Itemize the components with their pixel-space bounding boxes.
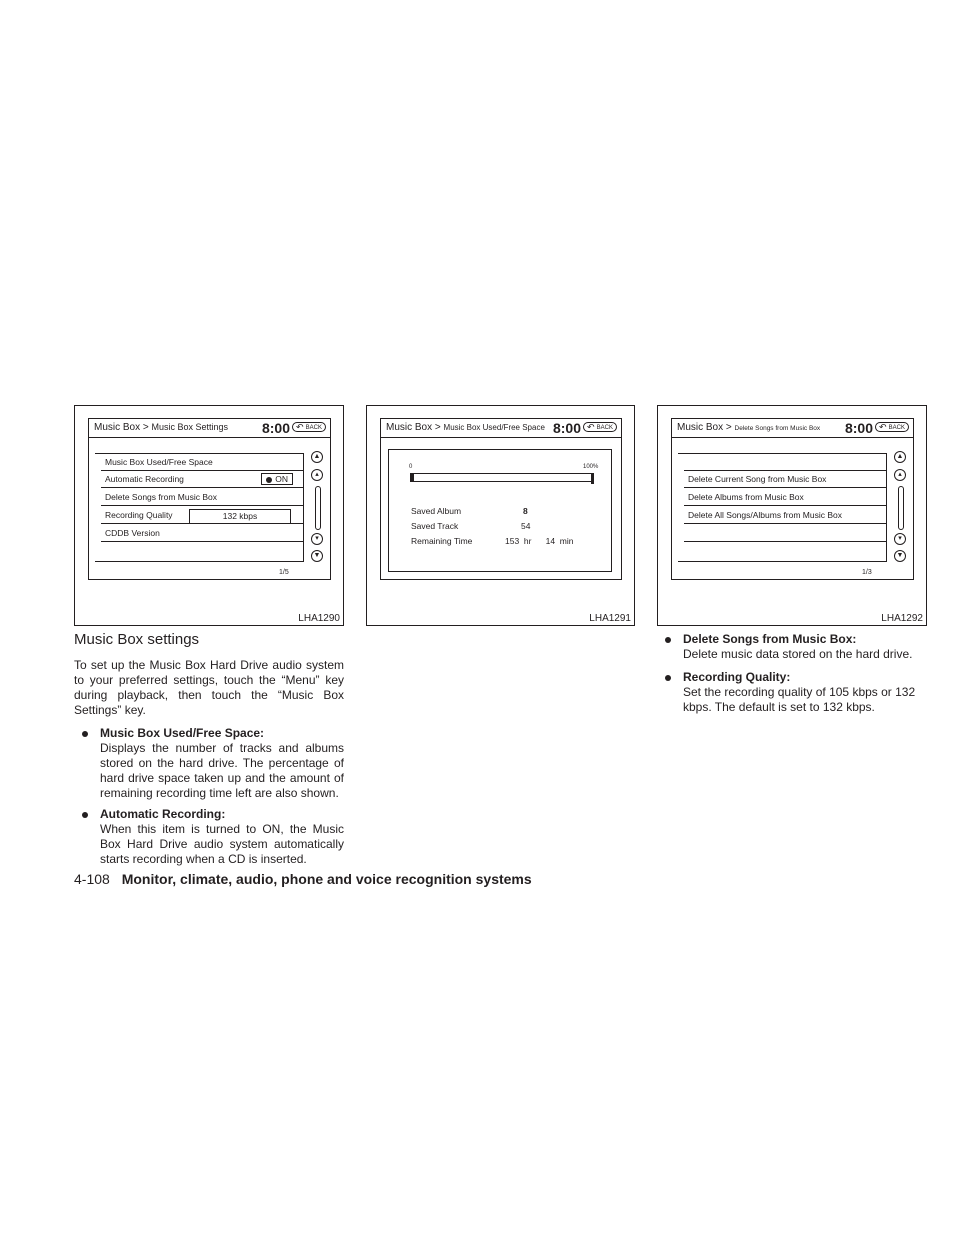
list-item-delete-all[interactable]: Delete All Songs/Albums from Music Box xyxy=(684,507,886,524)
bullet-automatic-recording: Automatic Recording: When this item is turned to ON, the Music Box Hard Drive audio system automatically starts recording when a CD is inserted. xyxy=(100,807,344,867)
list-item-empty xyxy=(101,543,303,560)
usage-bar-fill xyxy=(411,474,414,481)
scroll-up-icon[interactable]: ▴ xyxy=(311,469,323,481)
list-item-delete-albums[interactable]: Delete Albums from Music Box xyxy=(684,489,886,506)
list-item-delete-songs[interactable]: Delete Songs from Music Box xyxy=(101,489,303,506)
storage-panel xyxy=(388,449,612,572)
breadcrumb: Music Box > Music Box Used/Free Space xyxy=(386,422,545,433)
screen-header xyxy=(672,419,913,438)
bar-max-label: 100% xyxy=(583,464,599,470)
bullet-dot xyxy=(665,637,671,643)
figure-music-box-settings xyxy=(74,405,344,626)
bullet-recording-quality: Recording Quality: Set the recording quality of 105 kbps or 132 kbps. The default is set to 132 kbps. xyxy=(683,670,929,715)
screen-header xyxy=(381,419,621,438)
stat-row-track: Saved Track 54 xyxy=(411,521,531,531)
settings-list xyxy=(95,453,304,562)
page-number: 4-108 xyxy=(74,871,110,887)
bar-min-label: 0 xyxy=(409,464,413,470)
quality-value[interactable]: 132 kbps xyxy=(189,509,291,524)
page-up-icon[interactable]: ▲ xyxy=(311,451,323,463)
stat-row-album: Saved Album 8 xyxy=(411,506,528,516)
list-item-delete-current-song[interactable]: Delete Current Song from Music Box xyxy=(684,471,886,488)
stat-row-remaining: Remaining Time 153 hr 14 min xyxy=(411,536,574,546)
section-heading: Music Box settings xyxy=(74,631,200,648)
page-up-icon[interactable]: ▲ xyxy=(894,451,906,463)
intro-paragraph: To set up the Music Box Hard Drive audio system to your preferred settings, touch the “Menu” key during playback, then touch the “Music Box Settings” key. xyxy=(74,658,344,717)
bullet-delete-songs: Delete Songs from Music Box: Delete music data stored on the hard drive. xyxy=(683,632,929,662)
bullet-dot xyxy=(82,731,88,737)
list-item-automatic-recording[interactable]: Automatic Recording ON xyxy=(101,471,303,488)
delete-options-list xyxy=(678,453,887,562)
page-indicator: 1/5 xyxy=(279,569,289,576)
display-screen xyxy=(88,418,331,580)
clock: 8:00 xyxy=(261,420,290,436)
figure-used-free-space xyxy=(366,405,635,626)
breadcrumb: Music Box > Delete Songs from Music Box xyxy=(677,422,821,433)
back-button[interactable]: ↶ BACK xyxy=(583,422,617,432)
list-item-used-free-space[interactable]: Music Box Used/Free Space xyxy=(101,454,303,471)
chapter-title: Monitor, climate, audio, phone and voice recognition systems xyxy=(121,871,532,887)
clock: 8:00 xyxy=(552,420,581,436)
scroll-up-icon[interactable]: ▴ xyxy=(894,469,906,481)
figure-delete-songs xyxy=(657,405,927,626)
usage-bar xyxy=(410,473,593,482)
scrollbar[interactable] xyxy=(315,486,321,530)
page-footer xyxy=(74,871,532,887)
back-button[interactable]: ↶ BACK xyxy=(292,422,326,432)
list-item-cddb-version[interactable]: CDDB Version xyxy=(101,525,303,542)
figure-label: LHA1292 xyxy=(881,613,923,624)
breadcrumb: Music Box > Music Box Settings xyxy=(94,422,229,433)
screen-header xyxy=(89,419,330,438)
page-indicator: 1/3 xyxy=(862,569,872,576)
list-item-empty xyxy=(684,525,886,542)
scroll-down-icon[interactable]: ▾ xyxy=(311,533,323,545)
figure-label: LHA1291 xyxy=(589,613,631,624)
clock: 8:00 xyxy=(844,420,873,436)
bullet-used-free-space: Music Box Used/Free Space: Displays the number of tracks and albums stored on the hard drive. The percentage of hard drive space taken up and the amount of remaining recording time left are also shown. xyxy=(100,726,344,801)
page-down-icon[interactable]: ▼ xyxy=(894,550,906,562)
scrollbar[interactable] xyxy=(898,486,904,530)
list-item-empty xyxy=(684,543,886,560)
scroll-down-icon[interactable]: ▾ xyxy=(894,533,906,545)
display-screen xyxy=(380,418,622,580)
recording-toggle[interactable]: ON xyxy=(261,473,293,485)
page-down-icon[interactable]: ▼ xyxy=(311,550,323,562)
list-item-empty xyxy=(684,454,886,471)
list-item-recording-quality[interactable]: Recording Quality 132 kbps xyxy=(101,507,303,524)
back-button[interactable]: ↶ BACK xyxy=(875,422,909,432)
display-screen xyxy=(671,418,914,580)
bullet-dot xyxy=(82,812,88,818)
bullet-dot xyxy=(665,675,671,681)
usage-bar-end xyxy=(591,473,594,484)
figure-label: LHA1290 xyxy=(298,613,340,624)
